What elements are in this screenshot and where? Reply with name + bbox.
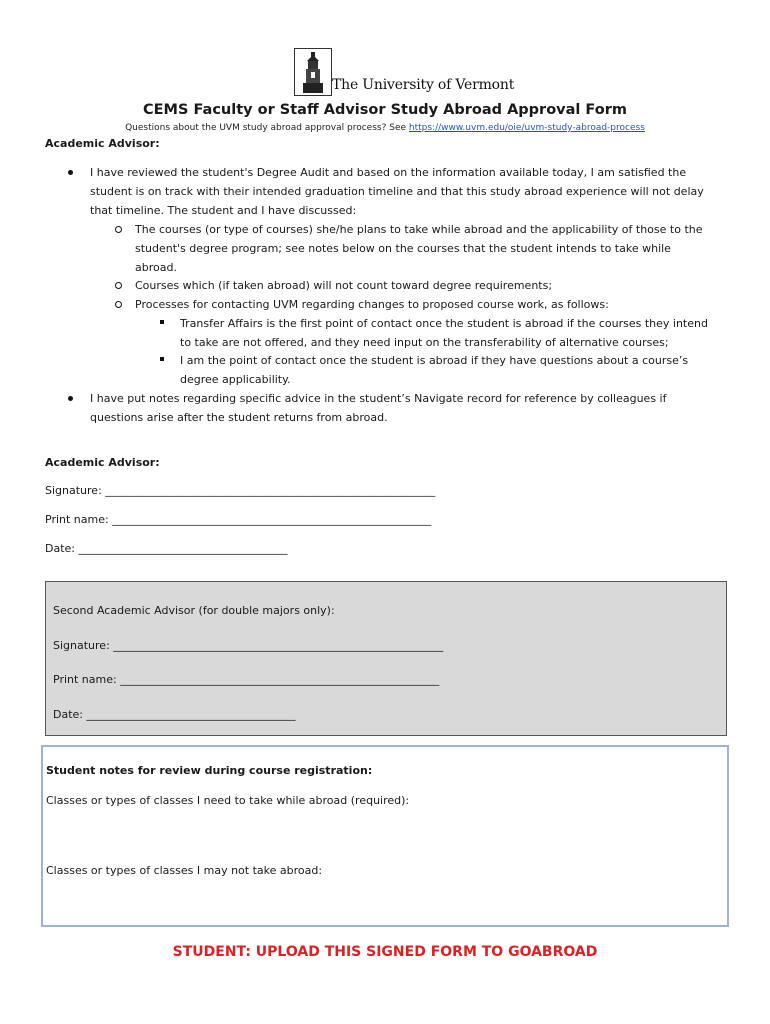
- university-logo: [294, 46, 515, 98]
- sub-bullet-not-count: [135, 276, 730, 295]
- second-signature-field[interactable]: Signature: ____________________________________________________________: [53, 639, 444, 652]
- second-date-field[interactable]: Date: ______________________________________: [53, 708, 296, 721]
- sub-bullet-line: Processes for contacting UVM regarding changes to proposed course work, as follows:: [135, 298, 609, 311]
- required-classes-label: Classes or types of classes I need to take while abroad (required):: [46, 794, 410, 807]
- logo-text: The University of Vermont: [332, 77, 515, 93]
- not-take-classes-area[interactable]: [46, 883, 716, 919]
- circle-bullet-icon: [115, 226, 122, 233]
- sub-bullet-line: abroad.: [135, 261, 177, 274]
- signature-section-heading: Academic Advisor:: [45, 456, 160, 469]
- subsub-bullet-line: Transfer Affairs is the first point of contact once the student is abroad if the courses they intend: [180, 317, 708, 330]
- square-bullet-icon: [160, 357, 164, 361]
- student-notes-box: [41, 745, 729, 927]
- bullet-navigate-notes: [90, 389, 730, 427]
- bullet-dot-icon: [68, 396, 73, 401]
- subsub-bullet-line: to take are not offered, and they need input on the transferability of alternative courses;: [180, 336, 669, 349]
- bullet-degree-audit: [90, 163, 730, 220]
- subsub-bullet-line: degree applicability.: [180, 373, 291, 386]
- process-link[interactable]: https://www.uvm.edu/oie/uvm-study-abroad-process: [408, 123, 645, 133]
- bullet-line: that timeline. The student and I have discussed:: [90, 204, 357, 217]
- bullet-line: student is on track with their intended graduation timeline and that this study abroad experience will not delay: [90, 185, 704, 198]
- second-advisor-label: Second Academic Advisor (for double majors only):: [53, 604, 335, 617]
- second-print-name-field[interactable]: Print name: __________________________________________________________: [53, 673, 440, 686]
- sub-bullet-line: The courses (or type of courses) she/he plans to take while abroad and the applicability of those to the: [135, 223, 703, 236]
- signature-field[interactable]: Signature: ____________________________________________________________: [45, 484, 436, 497]
- circle-bullet-icon: [115, 282, 122, 289]
- circle-bullet-icon: [115, 301, 122, 308]
- date-field[interactable]: Date: ______________________________________: [45, 542, 288, 555]
- sub-bullet-courses: [135, 220, 730, 277]
- subsub-bullet-point-of-contact: [180, 351, 730, 389]
- sub-bullet-processes: [135, 295, 730, 314]
- subsub-bullet-transfer-affairs: [180, 314, 730, 352]
- second-advisor-box: [45, 581, 727, 736]
- bullet-line: I have reviewed the student's Degree Audit and based on the information available today, I am satisfied the: [90, 166, 687, 179]
- not-take-classes-label: Classes or types of classes I may not take abroad:: [46, 864, 323, 877]
- page-title: CEMS Faculty or Staff Advisor Study Abroad Approval Form: [143, 102, 627, 118]
- tower-icon: [294, 48, 332, 96]
- question-text: Questions about the UVM study abroad approval process? See: [125, 123, 407, 133]
- upload-notice: STUDENT: UPLOAD THIS SIGNED FORM TO GOABROAD: [172, 944, 598, 960]
- subtitle: [0, 123, 770, 133]
- required-classes-area[interactable]: [46, 813, 716, 863]
- academic-advisor-heading: Academic Advisor:: [45, 137, 160, 150]
- sub-bullet-line: Courses which (if taken abroad) will not count toward degree requirements;: [135, 279, 553, 292]
- print-name-field[interactable]: Print name: __________________________________________________________: [45, 513, 432, 526]
- sub-bullet-line: student's degree program; see notes below on the courses that the student intends to take while: [135, 242, 671, 255]
- bullet-line: questions arise after the student returns from abroad.: [90, 411, 388, 424]
- bullet-line: I have put notes regarding specific advice in the student’s Navigate record for reference by colleagues if: [90, 392, 667, 405]
- student-notes-heading: Student notes for review during course registration:: [46, 764, 373, 777]
- square-bullet-icon: [160, 320, 164, 324]
- subsub-bullet-line: I am the point of contact once the student is abroad if they have questions about a course’s: [180, 354, 689, 367]
- bullet-dot-icon: [68, 170, 73, 175]
